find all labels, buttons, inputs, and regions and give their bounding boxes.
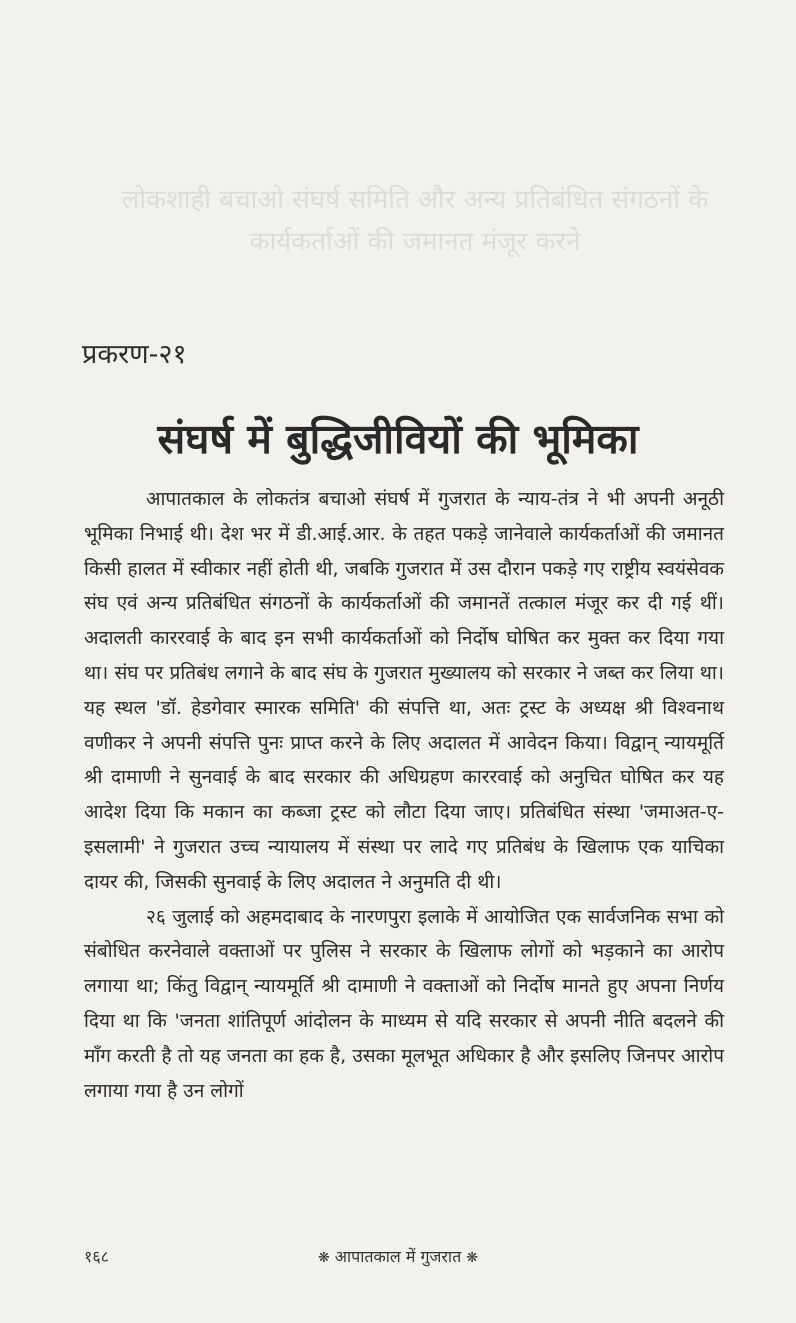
asterisk-ornament-icon: ❋: [466, 1250, 479, 1266]
running-footer: [0, 1245, 796, 1267]
book-title: आपातकाल में गुजरात: [334, 1247, 462, 1266]
body-text: [84, 482, 724, 1108]
asterisk-ornament-icon: ❋: [317, 1250, 330, 1266]
paragraph-1: आपातकाल के लोकतंत्र बचाओ संघर्ष में गुजरात के न्याय-तंत्र ने भी अपनी अनूठी भूमिका निभाई थी। देश भर में डी.आई.आर. के तहत पकड़े जानेवाले कार्यकर्ताओं की जमानत किसी हालत में स्वीकार नहीं होती थी, जबकि गुजरात में उस दौरान पकड़े गए राष्ट्रीय स्वयंसेवक संघ एवं अन्य प्रतिबंधित संगठनों के कार्यकर्ताओं की जमानतें तत्काल मंजूर कर दी गई थीं। अदालती काररवाई के बाद इन सभी कार्यकर्ताओं को निर्दोष घोषित कर मुक्त कर दिया गया था। संघ पर प्रतिबंध लगाने के बाद संघ के गुजरात मुख्यालय को सरकार ने जब्त कर लिया था। यह स्थल 'डॉ. हेडगेवार स्मारक समिति' की संपत्ति था, अतः ट्रस्ट के अध्यक्ष श्री विश्वनाथ वणीकर ने अपनी संपत्ति पुनः प्राप्त करने के लिए अदालत में आवेदन किया। विद्वान् न्यायमूर्ति श्री दामाणी ने सुनवाई के बाद सरकार की अधिग्रहण काररवाई को अनुचित घोषित कर यह आदेश दिया कि मकान का कब्जा ट्रस्ट को लौटा दिया जाए। प्रतिबंधित संस्था 'जमाअत-ए-इसलामी' ने गुजरात उच्च न्यायालय में संस्था पर लादे गए प्रतिबंध के खिलाफ एक याचिका दायर की, जिसकी सुनवाई के लिए अदालत ने अनुमति दी थी।: [84, 488, 724, 893]
chapter-title: संघर्ष में बुद्धिजीवियों की भूमिका: [157, 415, 639, 463]
bleed-through-text-line-1: लोकशाही बचाओ संघर्ष समिति और अन्य प्रतिबंधित संगठनों के: [121, 185, 709, 215]
bleed-through-text-line-2: कार्यकर्ताओं की जमानत मंजूर करने: [249, 227, 581, 257]
page-number: १६८: [84, 1247, 109, 1266]
paragraph-2: २६ जुलाई को अहमदाबाद के नारणपुरा इलाके में आयोजित एक सार्वजनिक सभा को संबोधित करनेवाले वक्ताओं पर पुलिस ने सरकार के खिलाफ लोगों को भड़काने का आरोप लगाया था; किंतु विद्वान् न्यायमूर्ति श्री दामाणी ने वक्ताओं को निर्दोष मानते हुए अपना निर्णय दिया था कि 'जनता शांतिपूर्ण आंदोलन के माध्यम से यदि सरकार से अपनी नीति बदलने की माँग करती है तो यह जनता का हक है, उसका मूलभूत अधिकार है और इसलिए जिनपर आरोप लगाया गया है उन लोगों: [84, 905, 724, 1102]
chapter-label: प्रकरण-२१: [82, 339, 187, 370]
